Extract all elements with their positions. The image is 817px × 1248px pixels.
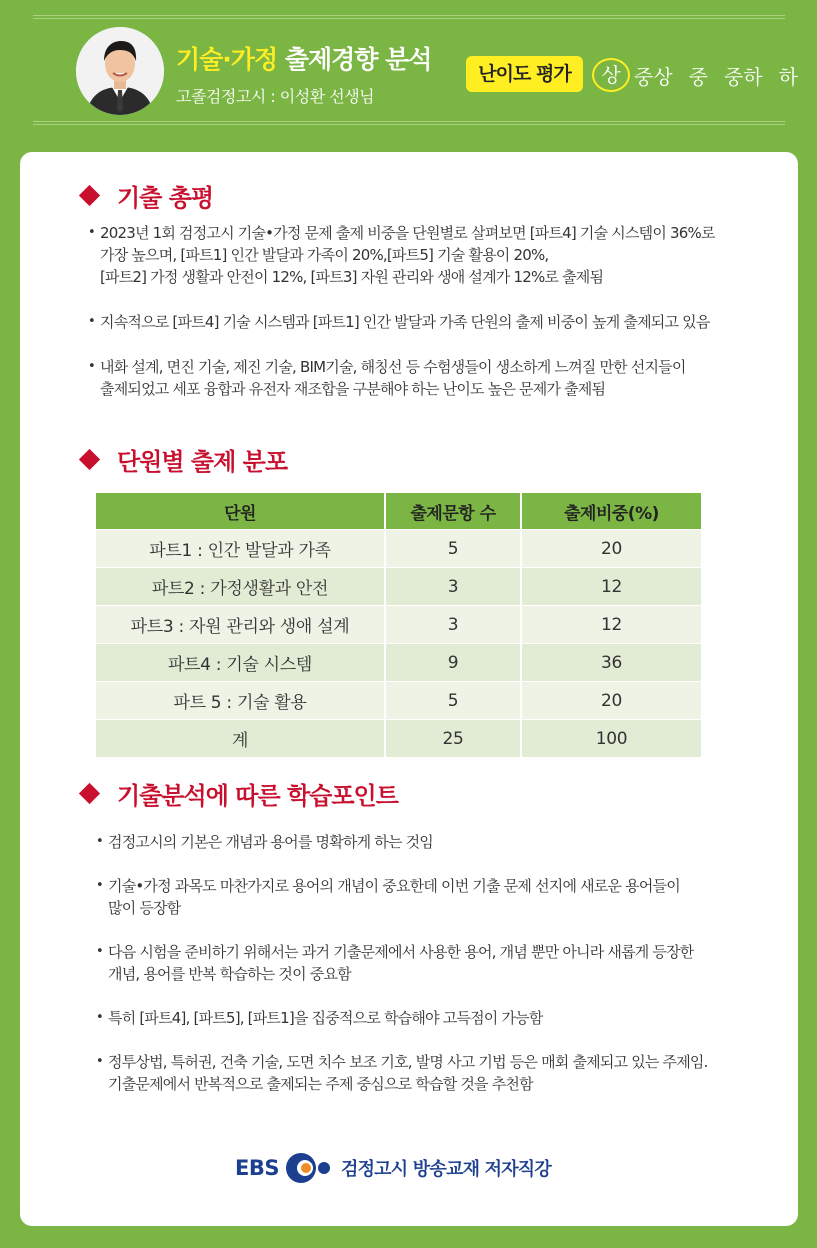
diamond-bullet-icon <box>79 783 100 804</box>
footer-label: 검정고시 방송교재 저자직강 <box>340 1159 551 1180</box>
list-item: • 다음 시험을 준비하기 위해서는 과거 기출문제에서 사용한 용어, 개념 뿐만 아니라 새롭게 등장한 개념, 용어를 반복 학습하는 것이 중요함 <box>96 941 776 985</box>
diamond-bullet-icon <box>79 185 100 206</box>
header-divider-bottom-2 <box>33 124 785 125</box>
column-header: 단원 <box>96 493 385 530</box>
header-title-block <box>176 40 431 107</box>
difficulty-level: 중 <box>688 64 708 89</box>
table-cell-count: 5 <box>385 682 521 720</box>
table-cell-count: 3 <box>385 568 521 606</box>
diamond-bullet-icon <box>79 449 100 470</box>
list-item: • 정투상법, 특허권, 건축 기술, 도면 치수 보조 기호, 발명 사고 기법 등은 매회 출제되고 있는 주제임. 기출문제에서 반복적으로 출제되는 주제 중심으로 학습할 것을 추천함 <box>96 1051 776 1095</box>
table-cell-percent: 12 <box>521 568 701 606</box>
table-cell-unit: 파트4 : 기술 시스템 <box>96 644 385 682</box>
table-row <box>96 568 701 606</box>
review-list <box>88 222 768 400</box>
table-cell-count: 5 <box>385 530 521 568</box>
section-title-text: 기출분석에 따른 학습포인트 <box>117 782 398 810</box>
table-cell-unit: 파트2 : 가정생활과 안전 <box>96 568 385 606</box>
column-header: 출제문항 수 <box>385 493 521 530</box>
footer-brand <box>235 1152 551 1184</box>
list-item: • 내화 설계, 면진 기술, 제진 기술, BIM기술, 해칭선 등 수험생들이 생소하게 느껴질 만한 선지들이 출제되었고 세포 융합과 유전자 재조합을 구분해야 하는 난이도 높은 문제가 출제됨 <box>88 356 768 400</box>
list-item: • 2023년 1회 검정고시 기술•가정 문제 출제 비중을 단원별로 살펴보면 [파트4] 기술 시스템이 36%로 가장 높으며, [파트1] 인간 발달과 가족이 20%,[파트5] 기술 활용이 20%, [파트2] 가정 생활과 안전이 12%, [파트3] 자원 관리와 생애 설계가 12%로 출제됨 <box>88 222 768 288</box>
list-item: • 기술•가정 과목도 마찬가지로 용어의 개념이 중요한데 이번 기출 문제 선지에 새로운 용어들이 많이 등장함 <box>96 875 776 919</box>
table-cell-count: 25 <box>385 720 521 758</box>
list-item: • 검정고시의 기본은 개념과 용어를 명확하게 하는 것임 <box>96 831 776 853</box>
table-cell-unit: 파트1 : 인간 발달과 가족 <box>96 530 385 568</box>
difficulty-level: 중하 <box>723 64 763 89</box>
section-title-text: 기출 총평 <box>117 184 214 212</box>
table-cell-percent: 20 <box>521 530 701 568</box>
table-cell-unit: 계 <box>96 720 385 758</box>
section-title-text: 단원별 출제 분포 <box>117 448 287 476</box>
distribution-table <box>96 493 701 757</box>
teacher-photo-icon <box>76 27 164 115</box>
table-cell-count: 3 <box>385 606 521 644</box>
difficulty-levels <box>592 58 798 92</box>
table-row <box>96 644 701 682</box>
header-divider-top-2 <box>33 18 785 19</box>
difficulty-level-selected: 상 <box>592 58 630 92</box>
header-divider-bottom <box>33 121 785 122</box>
table-cell-percent: 36 <box>521 644 701 682</box>
list-item: • 지속적으로 [파트4] 기술 시스템과 [파트1] 인간 발달과 가족 단원의 출제 비중이 높게 출제되고 있음 <box>88 311 768 333</box>
table-row <box>96 682 701 720</box>
header-divider-top <box>33 15 785 16</box>
table-row <box>96 530 701 568</box>
content-card <box>20 152 798 1226</box>
points-list <box>96 831 776 1095</box>
page-title <box>176 40 431 76</box>
table-header-row <box>96 493 701 530</box>
table-total-row <box>96 720 701 758</box>
list-item: • 특히 [파트4], [파트5], [파트1]을 집중적으로 학습해야 고득점이 가능함 <box>96 1007 776 1029</box>
ebs-logo-icon <box>285 1152 331 1184</box>
table-cell-unit: 파트 5 : 기술 활용 <box>96 682 385 720</box>
table-cell-unit: 파트3 : 자원 관리와 생애 설계 <box>96 606 385 644</box>
subject-name: 기술·가정 <box>176 45 278 74</box>
table-cell-percent: 12 <box>521 606 701 644</box>
teacher-avatar <box>76 27 164 115</box>
section-title-review <box>80 178 213 213</box>
difficulty-label: 난이도 평가 <box>466 56 583 92</box>
title-suffix: 출제경향 분석 <box>277 45 432 74</box>
difficulty-level: 하 <box>778 64 798 89</box>
section-title-points <box>80 776 398 811</box>
table-cell-count: 9 <box>385 644 521 682</box>
table-cell-percent: 20 <box>521 682 701 720</box>
teacher-name: 고졸검정고시 : 이성환 선생님 <box>176 87 375 106</box>
table-cell-percent: 100 <box>521 720 701 758</box>
column-header: 출제비중(%) <box>521 493 701 530</box>
table-row <box>96 606 701 644</box>
section-title-distribution <box>80 442 287 477</box>
difficulty-level: 중상 <box>634 64 673 89</box>
ebs-wordmark: EBS <box>235 1156 279 1180</box>
